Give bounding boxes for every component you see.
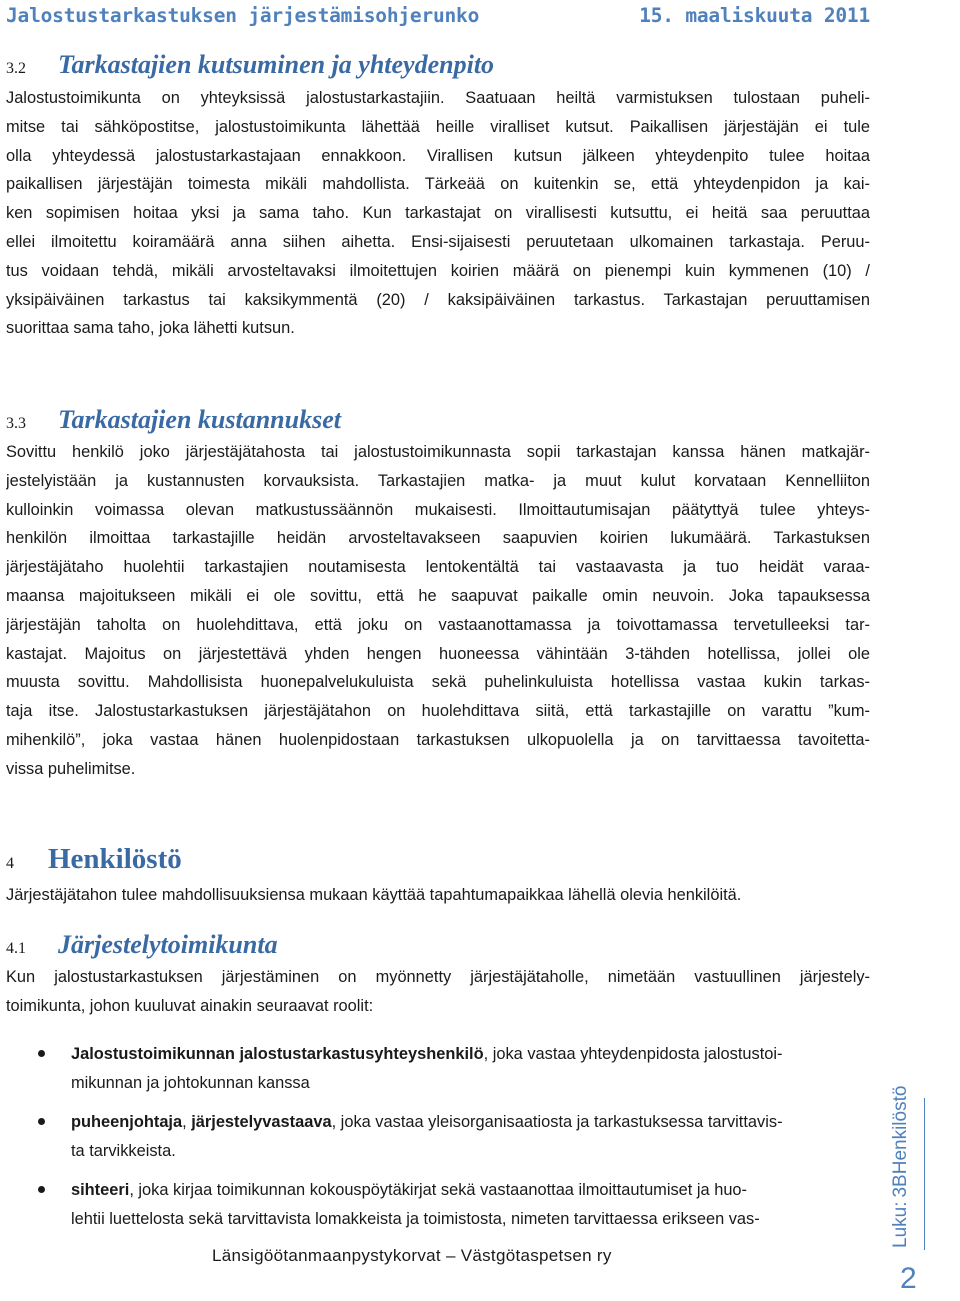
heading-number: 3.3 xyxy=(6,415,26,432)
role-name: sihteeri xyxy=(71,1181,130,1199)
paragraph-line: muusta sovittu. Mahdollisista huonepalvelukuluista sekä puhelinkuluista hotellissa vastaa kukin tarkas- xyxy=(6,673,870,692)
paragraph-line: järjestäjän taholta on huolehdittava, että joku on vastaanottamassa ja toivottamassa tervetulleeksi tar- xyxy=(6,615,870,634)
role-name-2: järjestelyvastaava xyxy=(191,1113,332,1131)
page-number: 2 xyxy=(900,1262,917,1295)
paragraph-line: paikallisen järjestäjän toimesta mikäli mahdollista. Tärkeää on kuitenkin se, että yhteydenpidon ja kai- xyxy=(6,175,870,194)
paragraph-line: järjestäjätaho huolehtii tarkastajien noutamisesta lentokentältä tai vastaavasta ja tuo heidät varaa- xyxy=(6,558,870,577)
bullet-icon xyxy=(38,1118,45,1125)
paragraph-3-3 xyxy=(6,438,870,784)
heading-number: 4 xyxy=(6,855,14,872)
paragraph-line: Sovittu henkilö joko järjestäjätahosta tai jalostustoimikunnasta sopii tarkastajan kanssa hänen matkajär- xyxy=(6,443,870,461)
role-description-cont: ta tarvikkeista. xyxy=(71,1141,176,1160)
paragraph-line: ellei ilmoitettu koiramäärä anna siihen aihetta. Ensi-sijaisesti peruutetaan ulkomainen tarkastaja. Peruu- xyxy=(6,232,870,251)
running-header-date: 15. maaliskuuta 2011 xyxy=(639,4,870,27)
role-name: Jalostustoimikunnan jalostustarkastusyhteyshenkilö xyxy=(71,1045,484,1063)
paragraph-line: henkilön ilmoittaa tarkastajille heidän arvosteltavakseen saapuvien koirien lukumäärä. Tarkastuksen xyxy=(6,529,870,548)
paragraph-line: taja itse. Jalostustarkastuksen järjestäjätahon on huolehdittava siitä, että tarkastajille on varattu ”kum- xyxy=(6,702,870,721)
paragraph-line: vissa puhelimitse. xyxy=(6,759,136,778)
role-separator: , xyxy=(182,1113,192,1131)
paragraph-4-1 xyxy=(6,963,870,1021)
heading-number: 4.1 xyxy=(6,940,26,957)
paragraph-line: mitse tai sähköpostitse, jalostustoimikunta lähettää heille viralliset kutsut. Paikallisen järjestäjän ei tule xyxy=(6,117,870,136)
list-item xyxy=(0,1108,866,1165)
chapter-label xyxy=(890,1086,912,1248)
heading-4-1 xyxy=(6,930,278,960)
role-description-cont: mikunnan ja johtokunnan kanssa xyxy=(71,1073,310,1092)
running-header-title: Jalostustarkastuksen järjestämisohjerunko xyxy=(6,4,480,27)
heading-text: Järjestelytoimikunta xyxy=(58,930,278,959)
paragraph-line: kastajat. Majoitus on järjestettävä yhden hengen huoneessa vähintään 3-tähden hotellissa, jollei ole xyxy=(6,644,870,663)
paragraph-4 xyxy=(6,881,870,910)
role-name: puheenjohtaja xyxy=(71,1113,183,1131)
paragraph-line: jestelyistään ja kustannusten korvauksista. Tarkastajien matka- ja muut kulut korvataan Kennelliiton xyxy=(6,471,870,490)
paragraph-line: maansa majoitukseen mikäli ei ole sovittu, että he saapuvat paikalle omin neuvoin. Joka tapauksessa xyxy=(6,586,870,605)
role-description: , joka kirjaa toimikunnan kokouspöytäkirjat sekä vastaanottaa ilmoittautumiset ja huo- xyxy=(129,1181,748,1199)
chapter-name: 3BHenkilöstö xyxy=(890,1085,911,1198)
role-description: , joka vastaa yhteydenpidosta jalostustoi- xyxy=(483,1045,783,1063)
bullet-icon xyxy=(38,1186,45,1193)
heading-4 xyxy=(6,843,182,876)
role-description: , joka vastaa yleisorganisaatiosta ja tarkastuksessa tarvittavis- xyxy=(331,1113,783,1131)
paragraph-line: tus voidaan tehdä, mikäli arvosteltavaksi ilmoitettujen koirien määrä on pienempi kuin kymmenen (10) / xyxy=(6,261,870,280)
heading-text: Tarkastajien kustannukset xyxy=(58,405,341,434)
paragraph-line: Kun jalostustarkastuksen järjestäminen on myönnetty järjestäjätaholle, nimetään vastuullinen järjestely- xyxy=(6,968,870,986)
footer-organization: Länsigöötanmaanpystykorvat – Västgötaspetsen ry xyxy=(212,1246,612,1265)
paragraph-line: olla yhteydessä jalostustarkastajaan ennakkoon. Virallisen kutsun jälkeen yhteydenpito tulee hoitaa xyxy=(6,146,870,165)
paragraph-line: suorittaa sama taho, joka lähetti kutsun. xyxy=(6,319,295,338)
paragraph-line: Järjestäjätahon tulee mahdollisuuksiensa mukaan käyttää tapahtumapaikkaa lähellä olevia henkilöitä. xyxy=(6,886,742,904)
paragraph-line: kulloinkin voimassa olevan matkustussäännön mukaisesti. Ilmoittautumisajan päätyttyä tulee yhteys- xyxy=(6,500,870,519)
footer-divider xyxy=(924,1098,925,1250)
heading-text: Henkilöstö xyxy=(48,843,182,875)
list-item xyxy=(0,1040,866,1097)
paragraph-line: Jalostustoimikunta on yhteyksissä jalostustarkastajiin. Saatuaan heiltä varmistuksen tulostaan puheli- xyxy=(6,89,870,107)
paragraph-line: mihenkilö”, joka vastaa hänen huolenpidostaan tarkastuksen ulkopuolella ja on tarvittaessa tavoitetta- xyxy=(6,730,870,749)
paragraph-line: yksipäiväinen tarkastus tai kaksikymmentä (20) / kaksipäiväinen tarkastus. Tarkastajan peruuttamisen xyxy=(6,290,870,309)
roles-list xyxy=(0,1040,880,1233)
chapter-prefix: Luku: xyxy=(890,1201,911,1248)
heading-text: Tarkastajien kutsuminen ja yhteydenpito xyxy=(58,50,495,79)
paragraph-3-2 xyxy=(6,84,870,343)
heading-3-2 xyxy=(6,50,494,80)
heading-3-3 xyxy=(6,405,341,435)
paragraph-line: ken sopimisen hoitaa yksi ja sama taho. Kun tarkastajat on virallisesti kutsuttu, ei heitä saa peruuttaa xyxy=(6,204,870,223)
paragraph-line: toimikunta, johon kuuluvat ainakin seuraavat roolit: xyxy=(6,996,374,1015)
bullet-icon xyxy=(38,1050,45,1057)
role-description-cont: lehtii luettelosta sekä tarvittavista lomakkeista ja toimistosta, nimeten tarvittaessa erikseen vas- xyxy=(71,1209,760,1228)
heading-number: 3.2 xyxy=(6,60,26,77)
list-item xyxy=(0,1176,866,1233)
